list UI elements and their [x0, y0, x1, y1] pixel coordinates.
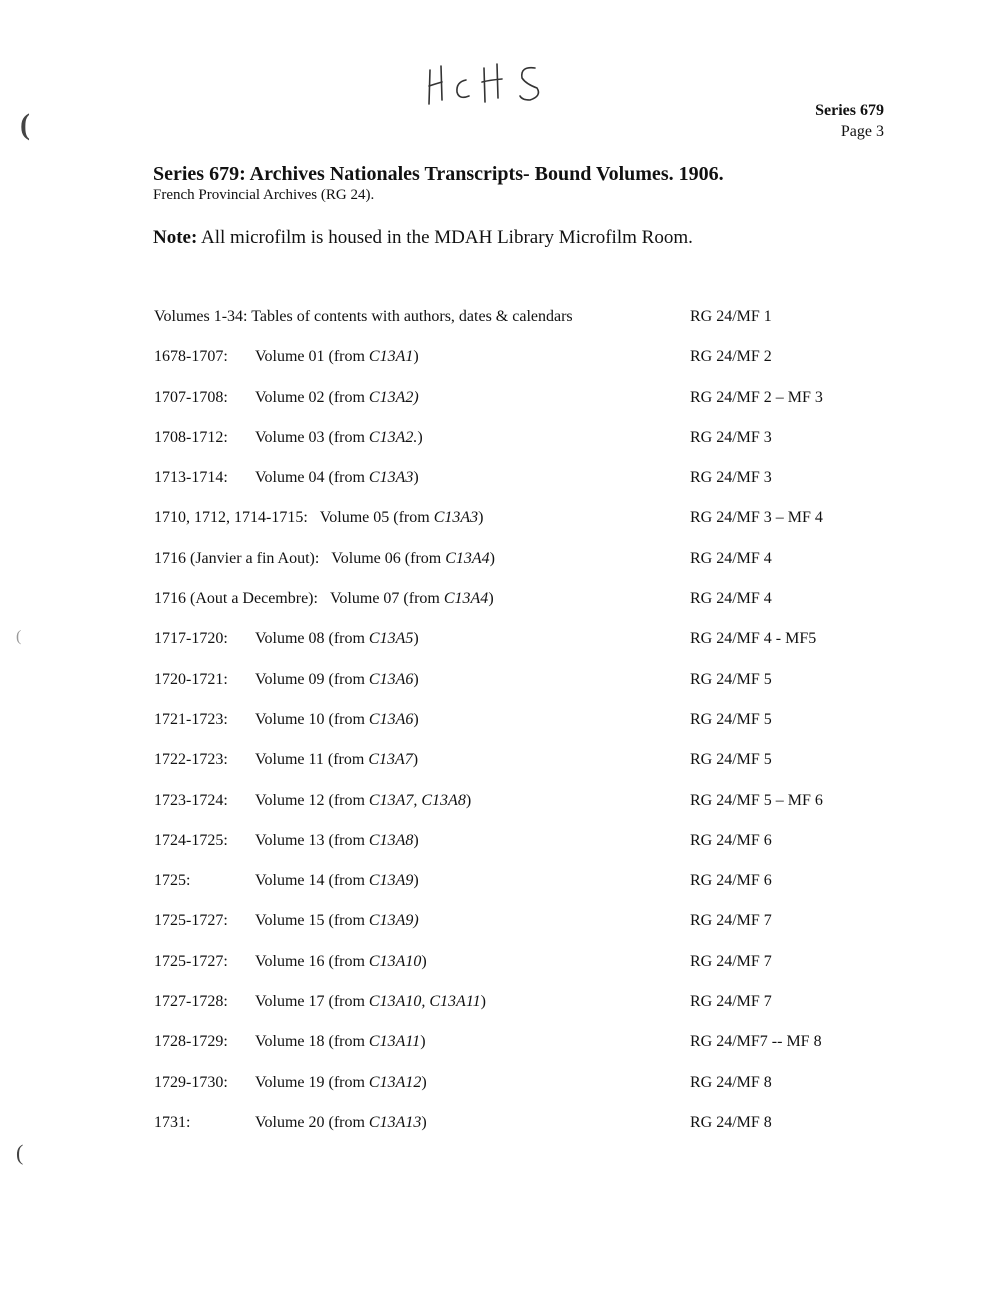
closing-paren: ) — [417, 428, 423, 446]
microfilm-reel: RG 24/MF 2 — [690, 348, 772, 366]
date-range: 1720-1721: — [154, 670, 228, 688]
volume-label: Volume 18 (from — [255, 1033, 369, 1051]
listing-row — [0, 912, 992, 952]
microfilm-reel: RG 24/MF7 -- MF 8 — [690, 1033, 822, 1051]
volume-label: Volume 12 (from — [255, 791, 369, 809]
volume-entry — [255, 429, 423, 447]
date-range: 1716 (Aout a Decembre): — [154, 590, 318, 608]
volume-entry — [255, 348, 419, 366]
volume-label: Volume 01 (from — [255, 348, 369, 366]
source-code: C13A2. — [368, 428, 418, 446]
microfilm-reel: RG 24/MF 6 — [690, 831, 772, 849]
closing-paren: ) — [413, 348, 419, 366]
series-number: Series 679 — [815, 102, 884, 119]
closing-paren: ) — [413, 872, 419, 890]
volume-label: Volume 13 (from — [255, 831, 369, 849]
date-range: 1729-1730: — [154, 1073, 228, 1091]
margin-mark: ( — [16, 628, 22, 645]
volume-label: Volume 05 (from — [319, 509, 434, 527]
volume-entry — [255, 912, 419, 930]
closing-paren: ) — [420, 1033, 426, 1051]
listing-row — [0, 509, 992, 549]
date-range: 1717-1720: — [154, 630, 228, 648]
source-code: C13A9) — [368, 912, 419, 930]
microfilm-reel: RG 24/MF 5 – MF 6 — [690, 791, 823, 809]
microfilm-reel: RG 24/MF 4 — [690, 590, 772, 608]
source-code: C13A7 — [368, 751, 413, 769]
listing-row — [0, 348, 992, 388]
microfilm-reel: RG 24/MF 5 — [690, 710, 772, 728]
source-code: C13A7, C13A8 — [368, 791, 466, 809]
closing-paren: ) — [488, 590, 494, 608]
note-label: Note: — [153, 227, 198, 248]
volume-entry — [154, 550, 495, 568]
source-code: C13A11 — [368, 1033, 421, 1051]
date-range: 1713-1714: — [154, 469, 228, 487]
volume-label: Volume 10 (from — [255, 710, 369, 728]
listing-row — [0, 1074, 992, 1114]
closing-paren: ) — [413, 710, 419, 728]
listing-row — [0, 389, 992, 429]
volume-label: Volume 20 (from — [255, 1113, 369, 1131]
date-range: 1710, 1712, 1714-1715: — [154, 509, 308, 527]
source-code: C13A13 — [368, 1113, 422, 1131]
volume-entry — [255, 389, 419, 407]
note-text: All microfilm is housed in the MDAH Library Microfilm Room. — [197, 227, 693, 248]
contents-description: Volumes 1-34: Tables of contents with authors, dates & calendars — [154, 308, 573, 325]
microfilm-reel: RG 24/MF 8 — [690, 1073, 772, 1091]
closing-paren: ) — [478, 509, 484, 527]
microfilm-reel: RG 24/MF 7 — [690, 912, 772, 930]
volume-label: Volume 15 (from — [255, 912, 369, 930]
microfilm-reel: RG 24/MF 3 — [690, 428, 772, 446]
microfilm-reel: RG 24/MF 4 — [690, 549, 772, 567]
source-code: C13A3 — [433, 509, 479, 527]
listing-row — [0, 751, 992, 791]
date-range: 1678-1707: — [154, 348, 228, 366]
date-range: 1708-1712: — [154, 428, 228, 446]
volume-entry — [255, 1074, 427, 1092]
date-range: 1722-1723: — [154, 751, 228, 769]
listing-row — [0, 469, 992, 509]
listing-row — [0, 590, 992, 630]
volume-label: Volume 09 (from — [255, 670, 369, 688]
volume-entry — [154, 509, 483, 527]
volume-entry — [255, 1114, 427, 1132]
listing-row — [0, 1033, 992, 1073]
listing-row — [0, 671, 992, 711]
volume-label: Volume 08 (from — [255, 630, 369, 648]
source-code: C13A3 — [368, 469, 414, 487]
date-range: 1728-1729: — [154, 1033, 228, 1051]
closing-paren: ) — [465, 791, 472, 809]
source-code: C13A12 — [368, 1073, 422, 1091]
note — [153, 226, 693, 250]
closing-paren: ) — [412, 751, 419, 769]
source-code: C13A1 — [368, 348, 414, 366]
date-range: 1716 (Janvier a fin Aout): — [154, 549, 320, 567]
volume-label: Volume 02 (from — [255, 388, 369, 406]
microfilm-reel: RG 24/MF 5 — [690, 670, 772, 688]
volume-label: Volume 04 (from — [255, 469, 369, 487]
contents-reel: RG 24/MF 1 — [690, 308, 772, 325]
source-code: C13A9 — [368, 872, 414, 890]
date-range: 1725-1727: — [154, 952, 228, 970]
volume-entry — [255, 711, 419, 729]
source-code: C13A2) — [368, 388, 419, 406]
date-range: 1707-1708: — [154, 388, 228, 406]
volume-entry — [255, 1033, 426, 1051]
closing-paren: ) — [421, 1073, 427, 1091]
microfilm-reel: RG 24/MF 7 — [690, 952, 772, 970]
source-code: C13A8 — [368, 831, 414, 849]
source-code: C13A10, C13A11 — [368, 993, 481, 1011]
listing-row — [0, 872, 992, 912]
listing-row — [0, 711, 992, 751]
listing-row — [0, 993, 992, 1033]
listing-row — [0, 630, 992, 670]
source-code: C13A6 — [368, 710, 414, 728]
date-range: 1727-1728: — [154, 993, 228, 1011]
source-code: C13A5 — [368, 630, 414, 648]
closing-paren: ) — [413, 630, 419, 648]
document-title: Series 679: Archives Nationales Transcripts- Bound Volumes. 1906. — [153, 163, 724, 185]
listing-row — [0, 429, 992, 469]
listing-row — [0, 832, 992, 872]
volume-entry — [255, 792, 471, 810]
date-range: 1731: — [154, 1113, 191, 1131]
margin-mark: ( — [20, 108, 30, 141]
closing-paren: ) — [480, 993, 486, 1011]
date-range: 1725-1727: — [154, 912, 228, 930]
page-number: Page 3 — [840, 123, 884, 140]
handwritten-annotation — [422, 60, 562, 110]
listing-row-contents — [0, 308, 992, 348]
volume-entry — [255, 872, 419, 890]
date-range: 1725: — [154, 872, 191, 890]
document-subtitle: French Provincial Archives (RG 24). — [153, 187, 375, 203]
listing-row — [0, 550, 992, 590]
volume-entry — [255, 671, 419, 689]
volume-entry — [255, 469, 419, 487]
closing-paren: ) — [421, 952, 427, 970]
volume-label: Volume 06 (from — [331, 549, 446, 567]
source-code: C13A4 — [443, 590, 489, 608]
closing-paren: ) — [413, 831, 419, 849]
microfilm-reel: RG 24/MF 3 — [690, 469, 772, 487]
date-range: 1723-1724: — [154, 791, 228, 809]
microfilm-reel: RG 24/MF 2 – MF 3 — [690, 388, 823, 406]
volume-label: Volume 03 (from — [255, 428, 369, 446]
volume-label: Volume 07 (from — [329, 590, 444, 608]
listing-row — [0, 792, 992, 832]
microfilm-reel: RG 24/MF 8 — [690, 1113, 772, 1131]
title-block — [153, 162, 724, 204]
microfilm-reel: RG 24/MF 5 — [690, 751, 772, 769]
closing-paren: ) — [413, 670, 419, 688]
volume-entry — [255, 751, 418, 769]
volume-label: Volume 11 (from — [255, 751, 369, 769]
source-code: C13A4 — [445, 549, 490, 567]
volume-entry — [255, 993, 486, 1011]
volume-label: Volume 19 (from — [255, 1073, 369, 1091]
volume-label: Volume 16 (from — [255, 952, 369, 970]
volume-listing — [0, 308, 992, 1154]
microfilm-reel: RG 24/MF 6 — [690, 872, 772, 890]
volume-label: Volume 14 (from — [255, 872, 369, 890]
source-code: C13A6 — [368, 670, 414, 688]
microfilm-reel: RG 24/MF 4 - MF5 — [690, 630, 817, 648]
closing-paren: ) — [413, 469, 419, 487]
margin-mark: ( — [16, 1140, 24, 1165]
microfilm-reel: RG 24/MF 7 — [690, 993, 772, 1011]
microfilm-reel: RG 24/MF 3 – MF 4 — [690, 509, 823, 527]
volume-label: Volume 17 (from — [255, 993, 369, 1011]
date-range: 1721-1723: — [154, 710, 228, 728]
closing-paren: ) — [489, 549, 495, 567]
series-header — [815, 100, 884, 142]
listing-row — [0, 1114, 992, 1154]
source-code: C13A10 — [368, 952, 422, 970]
volume-entry — [255, 832, 419, 850]
date-range: 1724-1725: — [154, 831, 228, 849]
listing-row — [0, 953, 992, 993]
volume-entry — [255, 953, 427, 971]
volume-entry — [154, 590, 494, 608]
closing-paren: ) — [421, 1113, 427, 1131]
volume-entry — [255, 630, 419, 648]
